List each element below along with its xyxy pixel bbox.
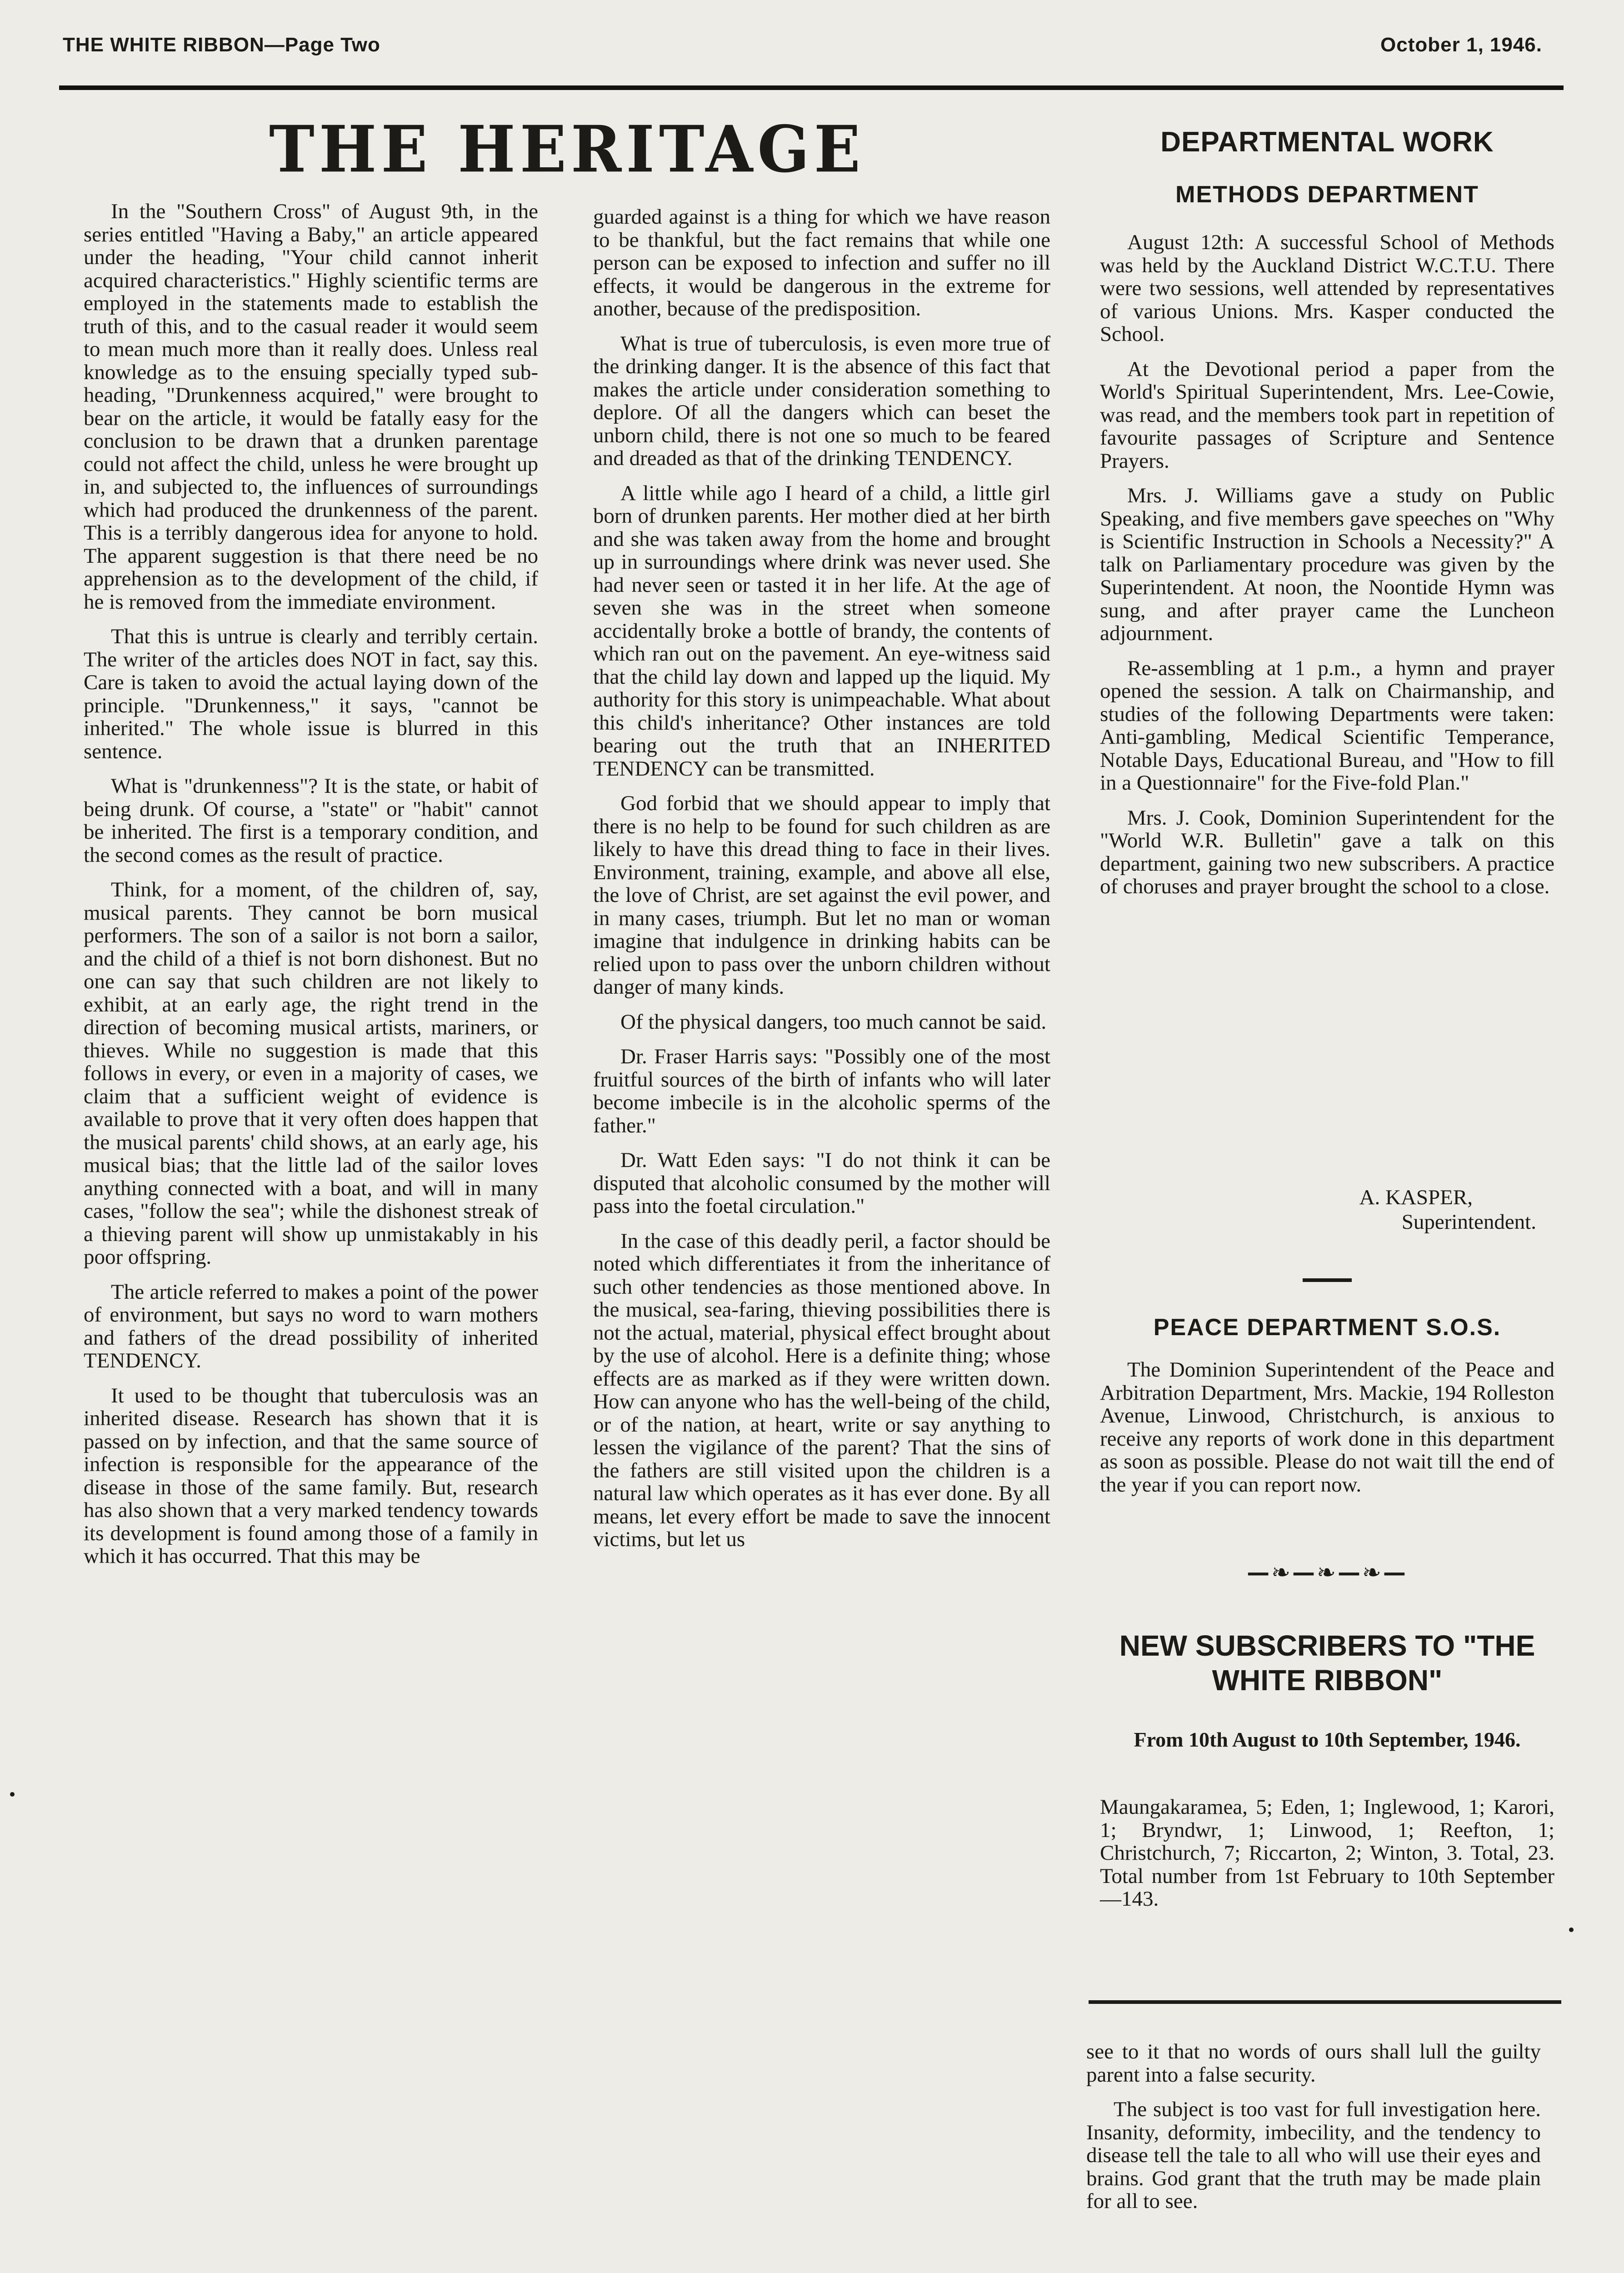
heritage-title: THE HERITAGE [269,111,865,187]
heritage-paragraph: Think, for a moment, of the children of, say, musical parents. They cannot be born musical performers. The son of a sailor is not born a sailor, and the child of a thief is not born dishonest. But no one can say that such children are not likely to exhibit, at an early age, the right trend in the direction of becoming musical artists, mariners, or thieves. While no suggestion is made that this follows in every, or even in a majority of cases, we claim that a sufficient weight of evidence is available to prove that it very often does happen that the musical parents' child shows, at an early age, his musical bias; that the little lad of the sailor loves anything connected with a boat, and will in many cases, "follow the sea"; while the dishonest streak of a thieving parent will show up unmistakably in his poor offspring. [84,878,538,1269]
heritage-paragraph: It used to be thought that tuberculosis was an inherited disease. Research has shown that it is passed on by infection, and that the same source of infection is responsible for the appearance of the disease in those of the same family. But, research has also shown that a very marked tendency towards its development is found among those of a family in which it has occurred. That this may be [84,1383,538,1568]
methods-paragraph: Mrs. J. Cook, Dominion Superintendent for the "World W.R. Bulletin" gave a talk on this department, gaining two new subscribers. A practice of choruses and prayer brought the school to a close. [1100,806,1554,898]
subscribers-period: From 10th August to 10th September, 1946. [1134,1728,1521,1751]
subscribers-paragraph: Maungakaramea, 5; Eden, 1; Inglewood, 1; Karori, 1; Bryndwr, 1; Linwood, 1; Reefton, 1; Christchurch, 7; Riccarton, 2; Winton, 3. Total, 23. Total number from 1st February to 10th September—143. [1100,1795,1554,1911]
new-subscribers-title: NEW SUBSCRIBERS TO "THE WHITE RIBBON" [1119,1629,1535,1697]
heritage-paragraph: What is "drunkenness"? It is the state, or habit of being drunk. Of course, a "state" or "habit" cannot be inherited. The first is a temporary condition, and the second comes as the result of practice. [84,774,538,867]
section-divider [1303,1278,1352,1282]
peace-department-title: PEACE DEPARTMENT S.O.S. [1153,1314,1501,1341]
heritage-paragraph: The subject is too vast for full investigation here. Insanity, deformity, imbecility, and the tendency to disease tell the tale to all who will use their eyes and brains. God grant that the truth may be made plain for all to see. [1086,2098,1541,2213]
heritage-paragraph: Dr. Fraser Harris says: "Possibly one of the most fruitful sources of the birth of infants who will later become imbecile is in the alcoholic sperms of the father." [593,1045,1050,1137]
heritage-paragraph: What is true of tuberculosis, is even more true of the drinking danger. It is the absence of this fact that makes the article under consideration something to deplore. Of all the dangers which can beset the unborn child, there is not one so much to be feared and dreaded as that of the drinking TENDENCY. [593,331,1050,470]
section-rule [1089,2000,1561,2004]
methods-department-title: METHODS DEPARTMENT [1175,181,1479,208]
heritage-paragraph: In the case of this deadly peril, a factor should be noted which differentiates it from the inheritance of such other tendencies as those mentioned above. In the musical, sea-faring, thieving possibilities there is not the actual, material, physical effect brought about by the use of alcohol. Here is a definite thing; whose effects are as marked as if they were written down. How can anyone who has the well-being of the child, or of the nation, at heart, write or say anything to lessen the vigilance of the parent? That the sins of the fathers are still visited upon the children is a natural law which operates as it has ever done. By all means, let every effort be made to save the innocent victims, but let us [593,1229,1050,1551]
peace-column [1100,1358,1554,1508]
heritage-paragraph: see to it that no words of ours shall lull the guilty parent into a false security. [1086,2040,1541,2087]
heritage-paragraph: Of the physical dangers, too much cannot be said. [620,1010,1047,1034]
heritage-column-2 [593,205,1050,1563]
departmental-work-title: DEPARTMENTAL WORK [1160,126,1494,158]
heritage-paragraph: God forbid that we should appear to imply that there is no help to be found for such children as are likely to have this dread thing to face in their lives. Environment, training, example, and above all else, the love of Christ, are set against the evil power, and in many cases, triumph. But let no man or woman imagine that indulgence in drinking habits can be relied upon to pass over the unborn children without danger of many kinds. [593,791,1050,999]
methods-column [1100,231,1554,910]
subscribers-list [1100,1796,1554,1923]
heritage-paragraph: The article referred to makes a point of the power of environment, but says no word to warn mothers and fathers of the dread possibility of inherited TENDENCY. [84,1280,538,1372]
header-date: October 1, 1946. [1380,34,1542,56]
ink-dot [1569,1928,1574,1932]
ink-dot [10,1792,15,1797]
heritage-paragraph: Dr. Watt Eden says: "I do not think it can be disputed that alcoholic consumed by the mother will pass into the foetal circulation." [593,1148,1050,1218]
heritage-column-3 [1086,2040,1541,2225]
methods-signature-title: Superintendent. [1401,1210,1536,1234]
heritage-paragraph: guarded against is a thing for which we have reason to be thankful, but the fact remains that while one person can be exposed to infection and suffer no ill effects, it would be dangerous in the extreme for another, because of the predisposition. [593,205,1050,320]
heritage-column-1 [84,200,538,1580]
methods-paragraph: At the Devotional period a paper from the World's Spiritual Superintendent, Mrs. Lee-Cowie, was read, and the members took part in repetition of favourite passages of Scripture and Sentence Prayers. [1100,357,1554,473]
heritage-paragraph: That this is untrue is clearly and terribly certain. The writer of the articles does NOT in fact, say this. Care is taken to avoid the actual laying down of the principle. "Drunkenness," it says, "cannot be inherited." The whole issue is blurred in this sentence. [84,625,538,763]
methods-paragraph: Re-assembling at 1 p.m., a hymn and prayer opened the session. A talk on Chairmanship, and studies of the following Departments were taken: Anti-gambling, Medical Scientific Temperance, Notable Days, Educational Bureau, and "How to fill in a Questionnaire" for the Five-fold Plan." [1100,656,1554,795]
heritage-paragraph: In the "Southern Cross" of August 9th, in the series entitled "Having a Baby," an article appeared under the heading, "Your child cannot inherit acquired characteristics." Highly scientific terms are employed in the statements made to establish the truth of this, and to the casual reader it would seem to mean much more than it really does. Unless real knowledge as to the ensuing specially typed sub-heading, "Drunkenness acquired," were brought to bear on the article, it would be fatally easy for the conclusion to be drawn that a drunken parentage could not affect the child, unless he were brought up in, and subjected to, the influences of surroundings which had produced the drunkenness of the parent. This is a terribly dangerous idea for anyone to hold. The apparent suggestion is that there need be no apprehension as to the development of the child, if he is removed from the immediate environment. [84,200,538,614]
header-publication: THE WHITE RIBBON—Page Two [63,34,380,56]
methods-signature-name: A. KASPER, [1359,1186,1473,1209]
header-rule [59,85,1564,90]
ornament-divider: —❧—❧—❧— [1247,1559,1408,1586]
peace-paragraph: The Dominion Superintendent of the Peace and Arbitration Department, Mrs. Mackie, 194 Rolleston Avenue, Linwood, Christchurch, is anxious to receive any reports of work done in this department as soon as possible. Please do not wait till the end of the year if you can report now. [1100,1358,1554,1497]
running-header [63,34,1542,65]
methods-paragraph: Mrs. J. Williams gave a study on Public Speaking, and five members gave speeches on "Why is Scientific Instruction in Schools a Necessity?" A talk on Parliamentary procedure was given by the Superintendent. At noon, the Noontide Hymn was sung, and after prayer came the Luncheon adjournment. [1100,484,1554,645]
heritage-paragraph: A little while ago I heard of a child, a little girl born of drunken parents. Her mother died at her birth and she was taken away from the home and brought up in surroundings where drink was never used. She had never seen or tasted it in her life. At the age of seven she was in the street when someone accidentally broke a bottle of brandy, the contents of which ran out on the pavement. An eye-witness said that the child lay down and lapped up the liquid. My authority for this story is unimpeachable. What about this child's inheritance? Other instances are told bearing out the truth that an INHERITED TENDENCY can be transmitted. [593,481,1050,781]
methods-paragraph: August 12th: A successful School of Methods was held by the Auckland District W.C.T.U. There were two sessions, well attended by representatives of various Unions. Mrs. Kasper conducted the School. [1100,230,1554,346]
